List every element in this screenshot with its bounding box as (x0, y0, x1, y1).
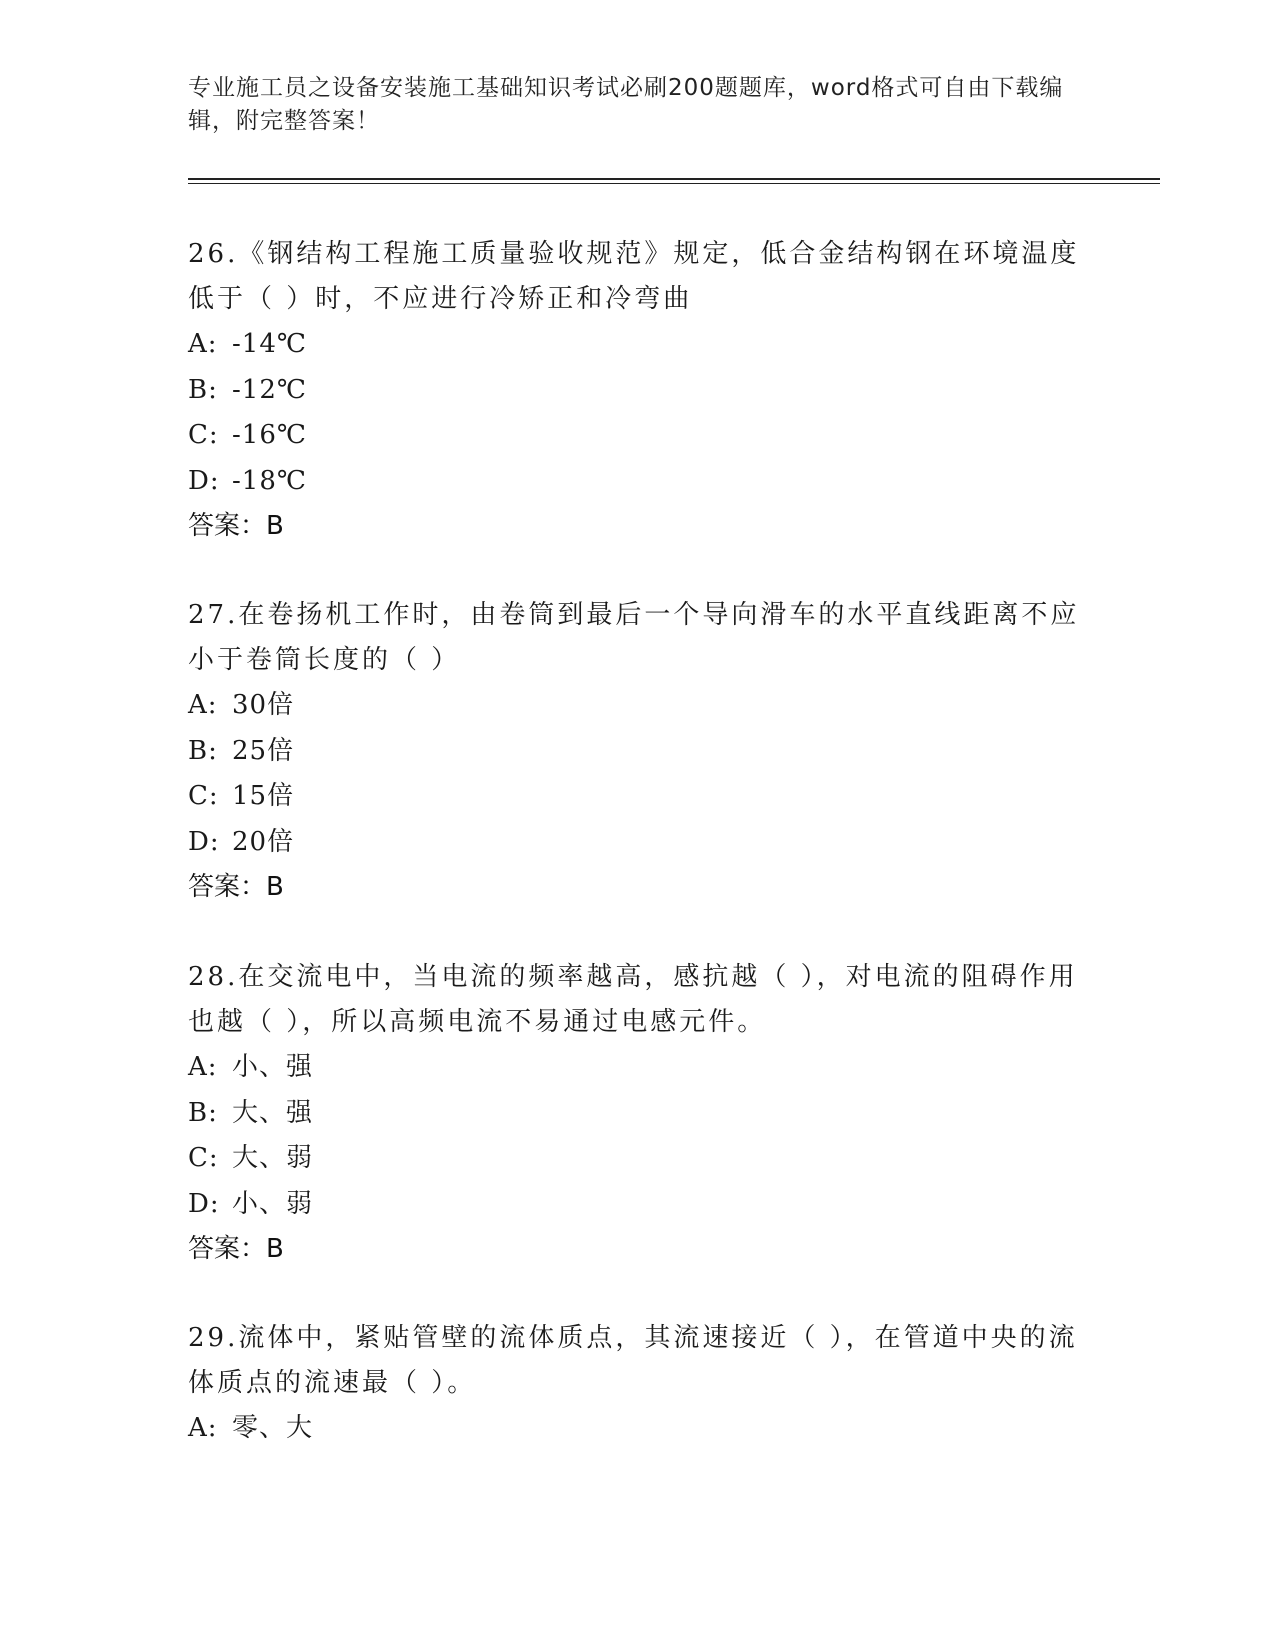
option-key: C: (188, 1143, 219, 1173)
question-29 (188, 1316, 1088, 1452)
option-text: 20倍 (232, 826, 295, 857)
option-text: 小、弱 (232, 1188, 314, 1219)
option-key: C: (188, 420, 219, 450)
option-key: B: (188, 735, 218, 766)
option-d (188, 1182, 1088, 1228)
option-text: 15倍 (232, 781, 295, 811)
option-text: -14℃ (232, 329, 307, 359)
option-c (188, 413, 1088, 459)
option-text: 小、强 (232, 1052, 314, 1082)
question-stem: 28.在交流电中，当电流的频率越高，感抗越（ ），对电流的阻碍作用也越（ ），所以高频电流不易通过电感元件。 (188, 962, 1078, 1037)
option-text: -12℃ (232, 374, 307, 405)
option-b (188, 729, 1088, 775)
option-text: 25倍 (232, 735, 295, 766)
option-text: 大、强 (232, 1097, 314, 1128)
option-key: D: (188, 826, 220, 857)
option-key: D: (188, 465, 220, 496)
option-a (188, 1406, 1088, 1452)
header-divider (188, 178, 1160, 180)
option-text: -16℃ (232, 420, 307, 450)
option-key: B: (188, 1097, 218, 1128)
document-header (188, 72, 1088, 138)
question-stem: 27.在卷扬机工作时，由卷筒到最后一个导向滑车的水平直线距离不应小于卷筒长度的（ ） (188, 600, 1080, 675)
option-key: A: (188, 690, 218, 720)
option-c (188, 774, 1088, 820)
question-28 (188, 955, 1088, 1272)
question-27 (188, 593, 1088, 910)
option-text: -18℃ (232, 465, 307, 496)
header-title: 专业施工员之设备安装施工基础知识考试必刷200题题库，word格式可自由下载编辑，附完整答案！ (188, 75, 1064, 134)
option-a (188, 683, 1088, 729)
option-key: B: (188, 374, 218, 405)
option-a (188, 322, 1088, 368)
question-stem: 29.流体中，紧贴管壁的流体质点，其流速接近（ ），在管道中央的流体质点的流速最（ ）。 (188, 1323, 1078, 1398)
option-key: A: (188, 1052, 218, 1082)
option-b (188, 368, 1088, 414)
question-26 (188, 232, 1088, 549)
option-key: C: (188, 781, 219, 811)
header-divider-thin (188, 183, 1160, 184)
option-d (188, 820, 1088, 866)
option-c (188, 1136, 1088, 1182)
option-text: 30倍 (232, 690, 295, 720)
option-a (188, 1045, 1088, 1091)
option-d (188, 459, 1088, 505)
answer: 答案：B (188, 872, 284, 902)
option-b (188, 1091, 1088, 1137)
answer: 答案：B (188, 511, 284, 541)
option-key: D: (188, 1188, 220, 1219)
option-key: A: (188, 1413, 218, 1443)
option-text: 大、弱 (232, 1143, 314, 1173)
question-stem: 26.《钢结构工程施工质量验收规范》规定，低合金结构钢在环境温度低于（ ）时，不应进行冷矫正和冷弯曲 (188, 239, 1080, 314)
option-key: A: (188, 329, 218, 359)
option-text: 零、大 (232, 1413, 314, 1443)
answer: 答案：B (188, 1234, 284, 1264)
